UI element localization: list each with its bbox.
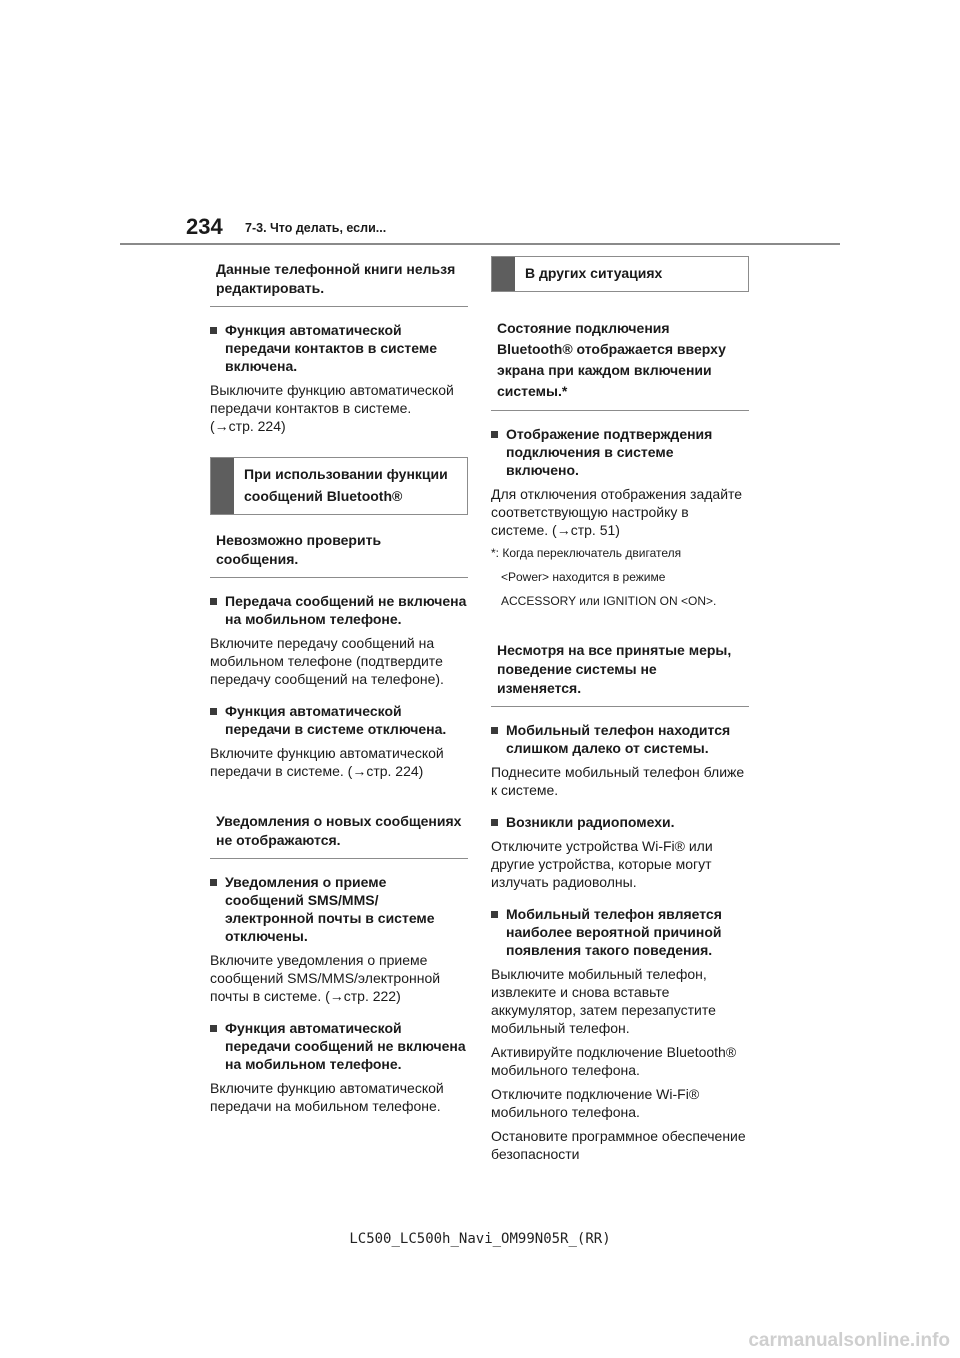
item-text: Включите уведомления о приеме сообщений SMS/MMS/электронной почты в системе. (→стр. 222) xyxy=(210,952,441,1004)
square-bullet-icon xyxy=(210,327,217,334)
list-item xyxy=(491,721,749,757)
square-bullet-icon xyxy=(210,598,217,605)
list-item xyxy=(210,1019,468,1073)
item-title: Функция автоматической передачи сообщений не включена на мобильном телефоне. xyxy=(225,1020,466,1072)
chapter-title: 7-3. Что делать, если... xyxy=(245,221,387,235)
right-column xyxy=(491,256,749,1163)
item-text: Выключите мобильный телефон, извлеките и снова вставьте аккумулятор, затем перезапустите мобильный телефон. xyxy=(491,966,716,1036)
subsection-heading xyxy=(491,256,749,292)
subsection-heading xyxy=(210,457,468,515)
item-title: Функция автоматической передачи в системе отключена. xyxy=(225,703,447,737)
item-title: Возникли радиопомехи. xyxy=(506,814,675,830)
item-text: Для отключения отображения задайте соответствующую настройку в системе. (→стр. 51) xyxy=(491,486,743,538)
document-code: LC500_LC500h_Navi_OM99N05R_(RR) xyxy=(349,1231,611,1247)
footnote-line: *: Когда переключатель двигателя xyxy=(491,546,682,560)
square-bullet-icon xyxy=(210,1025,217,1032)
left-column xyxy=(210,256,468,1115)
subsection-title: При использовании функции сообщений Bluetooth® xyxy=(244,466,448,504)
page-number: 234 xyxy=(186,214,223,239)
list-item xyxy=(491,905,749,959)
list-item xyxy=(491,425,749,479)
heading-bar xyxy=(492,257,515,291)
heading-bar xyxy=(211,458,234,514)
section-heading: Несмотря на все принятые меры, поведение системы не изменяется. xyxy=(491,637,749,707)
list-item xyxy=(210,592,468,628)
item-title: Отображение подтверждения подключения в системе включено. xyxy=(506,426,713,478)
item-text: Отключите устройства Wi-Fi® или другие устройства, которые могут излучать радиоволны. xyxy=(491,838,713,890)
list-item xyxy=(210,321,468,375)
subsection-title: В других ситуациях xyxy=(525,265,663,281)
square-bullet-icon xyxy=(491,431,498,438)
list-item xyxy=(210,702,468,738)
square-bullet-icon xyxy=(491,727,498,734)
footnote-line: ACCESSORY или IGNITION ON <ON>. xyxy=(501,594,717,608)
section-heading: Невозможно проверить сообщения. xyxy=(210,527,468,578)
watermark: carmanualsonline.info xyxy=(748,1330,950,1351)
item-title: Передача сообщений не включена на мобильном телефоне. xyxy=(225,593,467,627)
section-heading: Данные телефонной книги нельзя редактировать. xyxy=(210,256,468,307)
section-heading: Уведомления о новых сообщениях не отображаются. xyxy=(210,808,468,859)
section-heading: Состояние подключения Bluetooth® отображается вверху экрана при каждом включении системы.* xyxy=(491,314,749,411)
item-title: Мобильный телефон находится слишком далеко от системы. xyxy=(506,722,731,756)
item-text: Поднесите мобильный телефон ближе к системе. xyxy=(491,764,745,798)
list-item xyxy=(491,813,749,831)
header-rule xyxy=(120,243,840,245)
footnote-line: <Power> находится в режиме xyxy=(501,570,666,584)
square-bullet-icon xyxy=(491,819,498,826)
square-bullet-icon xyxy=(210,708,217,715)
square-bullet-icon xyxy=(210,879,217,886)
item-title: Уведомления о приеме сообщений SMS/MMS/ электронной почты в системе отключены. xyxy=(225,874,435,944)
item-title: Функция автоматической передачи контактов в системе включена. xyxy=(225,322,438,374)
item-text: Отключите подключение Wi-Fi® мобильного телефона. xyxy=(491,1086,700,1120)
page-reference: (→стр. 224) xyxy=(210,418,286,434)
list-item xyxy=(210,873,468,945)
item-text: Активируйте подключение Bluetooth® мобильного телефона. xyxy=(491,1044,737,1078)
item-text: Выключите функцию автоматической передачи контактов в системе. xyxy=(210,382,454,416)
item-text: Включите функцию автоматической передачи в системе. (→стр. 224) xyxy=(210,745,444,779)
item-text: Включите передачу сообщений на мобильном телефоне (подтвердите передачу сообщений на телефоне). xyxy=(210,635,444,687)
square-bullet-icon xyxy=(491,911,498,918)
item-text: Остановите программное обеспечение безопасности xyxy=(491,1128,746,1162)
item-title: Мобильный телефон является наиболее вероятной причиной появления такого поведения. xyxy=(506,906,722,958)
item-text: Включите функцию автоматической передачи на мобильном телефоне. xyxy=(210,1080,444,1114)
